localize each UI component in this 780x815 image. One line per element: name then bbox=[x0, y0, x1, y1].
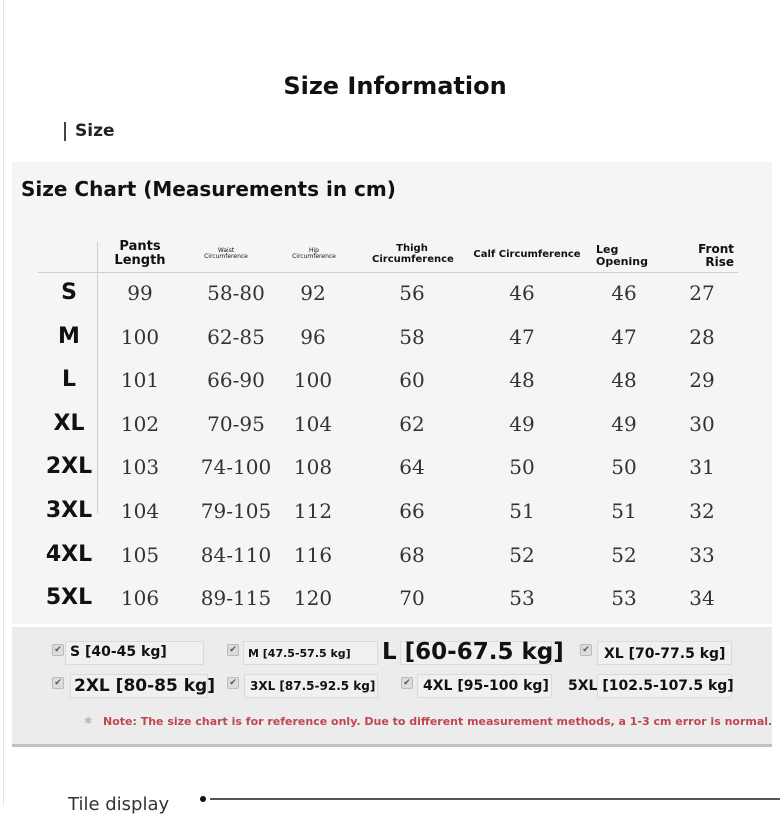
header-line: Waist bbox=[217, 247, 235, 254]
table-cell: 99 bbox=[127, 281, 153, 305]
table-cell: 66 bbox=[399, 499, 425, 523]
header-leg-opening bbox=[596, 244, 656, 267]
table-cell: 70 bbox=[399, 586, 425, 611]
table-cell: 33 bbox=[689, 542, 715, 567]
weight-label-3xl: 3XL [87.5-92.5 kg] bbox=[250, 679, 376, 693]
table-cell: 112 bbox=[293, 499, 333, 523]
table-cell: 50 bbox=[611, 455, 637, 480]
header-front-rise bbox=[678, 243, 734, 268]
table-cell: 70-95 bbox=[207, 411, 265, 436]
table-cell: 116 bbox=[293, 542, 333, 567]
size-label: 3XL bbox=[45, 498, 93, 523]
header-line: Opening bbox=[596, 254, 648, 268]
table-row bbox=[38, 317, 738, 360]
table-cell: 104 bbox=[293, 411, 333, 436]
table-cell: 105 bbox=[120, 542, 160, 567]
header-line: Circumference bbox=[292, 253, 336, 261]
size-label: XL bbox=[53, 410, 85, 436]
chart-title: Size Chart (Measurements in cm) bbox=[21, 177, 396, 201]
table-cell: 58-80 bbox=[207, 281, 265, 305]
table-cell: 49 bbox=[509, 411, 535, 436]
table-cell: 51 bbox=[509, 499, 535, 523]
table-row bbox=[38, 491, 738, 534]
size-label: 4XL bbox=[45, 541, 93, 567]
header-waist bbox=[198, 248, 254, 261]
header-line: Front bbox=[698, 242, 734, 256]
table-cell: 48 bbox=[509, 368, 535, 393]
table-cell: 100 bbox=[293, 368, 333, 393]
table-cell: 104 bbox=[120, 499, 160, 523]
table-cell: 68 bbox=[399, 542, 425, 567]
header-line: Pants bbox=[119, 239, 161, 254]
header-line: Circumference bbox=[204, 253, 248, 261]
table-cell: 32 bbox=[689, 499, 715, 523]
table-cell: 46 bbox=[509, 281, 535, 305]
pin-dot-icon bbox=[200, 796, 206, 802]
table-cell: 52 bbox=[509, 542, 535, 567]
section-heading bbox=[64, 121, 115, 141]
table-cell: 56 bbox=[399, 281, 425, 305]
table-cell: 47 bbox=[509, 324, 535, 349]
header-calf: Calf Circumference bbox=[473, 249, 581, 260]
check-icon: ✔ bbox=[52, 677, 64, 689]
table-cell: 48 bbox=[611, 368, 637, 393]
bottom-divider-line bbox=[210, 798, 780, 800]
weight-label-l: L [60-67.5 kg] bbox=[382, 639, 564, 665]
size-label: M bbox=[58, 323, 80, 349]
table-cell: 100 bbox=[120, 324, 160, 349]
size-label: 2XL bbox=[45, 454, 93, 480]
table-cell: 84-110 bbox=[200, 542, 272, 567]
table-cell: 53 bbox=[509, 586, 535, 611]
table-cell: 66-90 bbox=[207, 368, 265, 393]
disclaimer-note: Note: The size chart is for reference only. Due to different measurement methods, a 1-3 cm error is normal. bbox=[103, 715, 773, 728]
table-cell: 120 bbox=[293, 586, 333, 611]
weight-label-4xl: 4XL [95-100 kg] bbox=[423, 678, 549, 694]
table-cell: 53 bbox=[611, 586, 637, 611]
section-label: Size bbox=[75, 121, 115, 141]
header-line: Rise bbox=[705, 254, 734, 269]
table-row bbox=[38, 360, 738, 403]
table-row bbox=[38, 578, 738, 621]
note-bullet-icon: ✱ bbox=[84, 716, 93, 727]
check-icon: ✔ bbox=[227, 677, 239, 689]
size-label: 5XL bbox=[45, 585, 93, 611]
check-icon: ✔ bbox=[401, 677, 413, 689]
table-cell: 29 bbox=[689, 368, 715, 393]
size-label: L bbox=[61, 367, 77, 393]
table-cell: 103 bbox=[120, 455, 160, 480]
header-thigh bbox=[372, 244, 452, 265]
header-line: Thigh bbox=[396, 243, 428, 254]
bottom-partial-label: Tile display bbox=[68, 794, 170, 815]
size-label: S bbox=[61, 280, 77, 305]
weight-label-s: S [40-45 kg] bbox=[70, 644, 167, 660]
table-cell: 30 bbox=[689, 411, 715, 436]
table-cell: 102 bbox=[120, 411, 160, 436]
table-cell: 52 bbox=[611, 542, 637, 567]
table-cell: 101 bbox=[120, 368, 160, 393]
table-row bbox=[38, 404, 738, 447]
table-cell: 60 bbox=[399, 368, 425, 393]
section-bar bbox=[64, 122, 66, 141]
table-cell: 47 bbox=[611, 324, 637, 349]
table-cell: 50 bbox=[509, 455, 535, 480]
table-cell: 27 bbox=[689, 281, 715, 305]
page-edge-rule bbox=[3, 0, 4, 806]
check-icon: ✔ bbox=[227, 644, 239, 656]
page-title: Size Information bbox=[283, 72, 507, 100]
weight-label-m: M [47.5-57.5 kg] bbox=[248, 647, 351, 660]
table-cell: 64 bbox=[399, 455, 425, 480]
table-cell: 49 bbox=[611, 411, 637, 436]
table-cell: 96 bbox=[300, 324, 326, 349]
header-line: Leg bbox=[596, 243, 619, 256]
table-row bbox=[38, 535, 738, 578]
table-cell: 89-115 bbox=[200, 586, 272, 611]
table-cell: 106 bbox=[120, 586, 160, 611]
header-line: Length bbox=[114, 252, 166, 268]
header-pants-length bbox=[110, 240, 170, 267]
header-hip bbox=[286, 248, 342, 261]
weight-label-5xl: 5XL [102.5-107.5 kg] bbox=[568, 678, 734, 694]
check-icon: ✔ bbox=[580, 644, 592, 656]
table-cell: 51 bbox=[611, 499, 637, 523]
header-line: Hip bbox=[309, 247, 319, 254]
table-cell: 108 bbox=[293, 455, 333, 480]
table-cell: 28 bbox=[689, 324, 715, 349]
table-cell: 74-100 bbox=[200, 455, 272, 480]
table-cell: 58 bbox=[399, 324, 425, 349]
weight-label-xl: XL [70-77.5 kg] bbox=[604, 646, 726, 662]
table-cell: 34 bbox=[689, 586, 715, 611]
table-cell: 92 bbox=[300, 281, 326, 305]
table-cell: 62-85 bbox=[207, 324, 265, 349]
table-row bbox=[38, 273, 738, 316]
table-row bbox=[38, 447, 738, 490]
weight-label-2xl: 2XL [80-85 kg] bbox=[74, 676, 215, 696]
check-icon: ✔ bbox=[52, 644, 64, 656]
table-cell: 31 bbox=[689, 455, 715, 480]
table-cell: 79-105 bbox=[200, 499, 272, 523]
table-cell: 62 bbox=[399, 411, 425, 436]
table-header bbox=[38, 238, 738, 274]
table-cell: 46 bbox=[611, 281, 637, 305]
header-line: Circumference bbox=[372, 253, 454, 265]
